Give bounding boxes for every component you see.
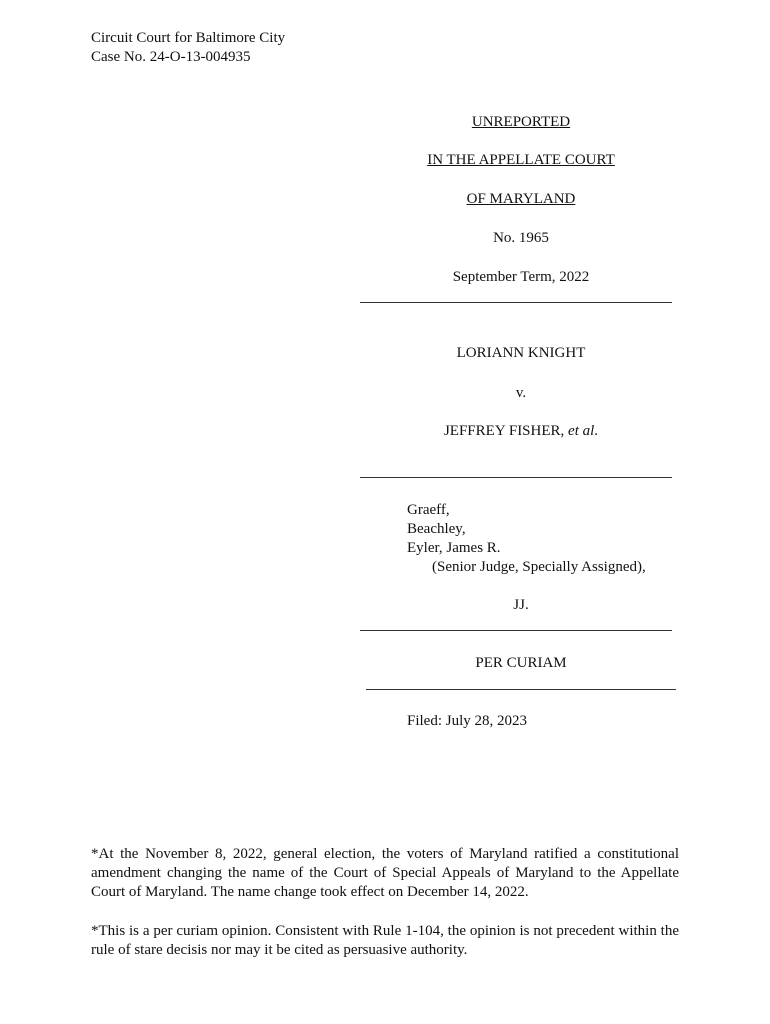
appellee-name xyxy=(360,423,682,440)
appellant-name: LORIANN KNIGHT xyxy=(456,345,586,361)
opinion-type: PER CURIAM xyxy=(475,655,567,671)
case-number: Case No. 24-O-13-004935 xyxy=(91,49,251,65)
judge-name: Eyler, James R. xyxy=(407,540,501,556)
judge-name: Beachley, xyxy=(407,521,466,537)
divider-line xyxy=(360,302,672,303)
footnote-per-curiam: *This is a per curiam opinion. Consistent with Rule 1-104, the opinion is not precedent within the rule of stare decisis nor may it be cited as persuasive authority. xyxy=(91,923,679,958)
judge-note: (Senior Judge, Specially Assigned), xyxy=(432,559,646,575)
judge-name: Graeff, xyxy=(407,502,450,518)
divider-line xyxy=(366,689,676,690)
circuit-court-name: Circuit Court for Baltimore City xyxy=(91,30,286,46)
appellee-et-al: et al xyxy=(568,423,595,439)
court-name-line2: OF MARYLAND xyxy=(466,191,576,207)
court-header xyxy=(91,29,285,67)
docket-number: No. 1965 xyxy=(493,230,549,246)
divider-line xyxy=(360,477,672,478)
divider-line xyxy=(360,630,672,631)
unreported-label: UNREPORTED xyxy=(471,114,571,130)
versus: v. xyxy=(515,385,527,401)
court-name-line1: IN THE APPELLATE COURT xyxy=(427,152,615,168)
term: September Term, 2022 xyxy=(452,269,590,285)
filed-date: Filed: July 28, 2023 xyxy=(407,713,528,729)
judges-panel xyxy=(407,501,646,577)
footnote-name-change: *At the November 8, 2022, general election, the voters of Maryland ratified a constitutional amendment changing the name of the Court of Special Appeals of Maryland to the Appellate Court of Maryland. The name change took effect on December 14, 2022. xyxy=(91,846,679,900)
appellee-period: . xyxy=(594,423,599,439)
appellee-main: JEFFREY FISHER, xyxy=(443,423,569,439)
jj-label: JJ. xyxy=(513,597,529,613)
